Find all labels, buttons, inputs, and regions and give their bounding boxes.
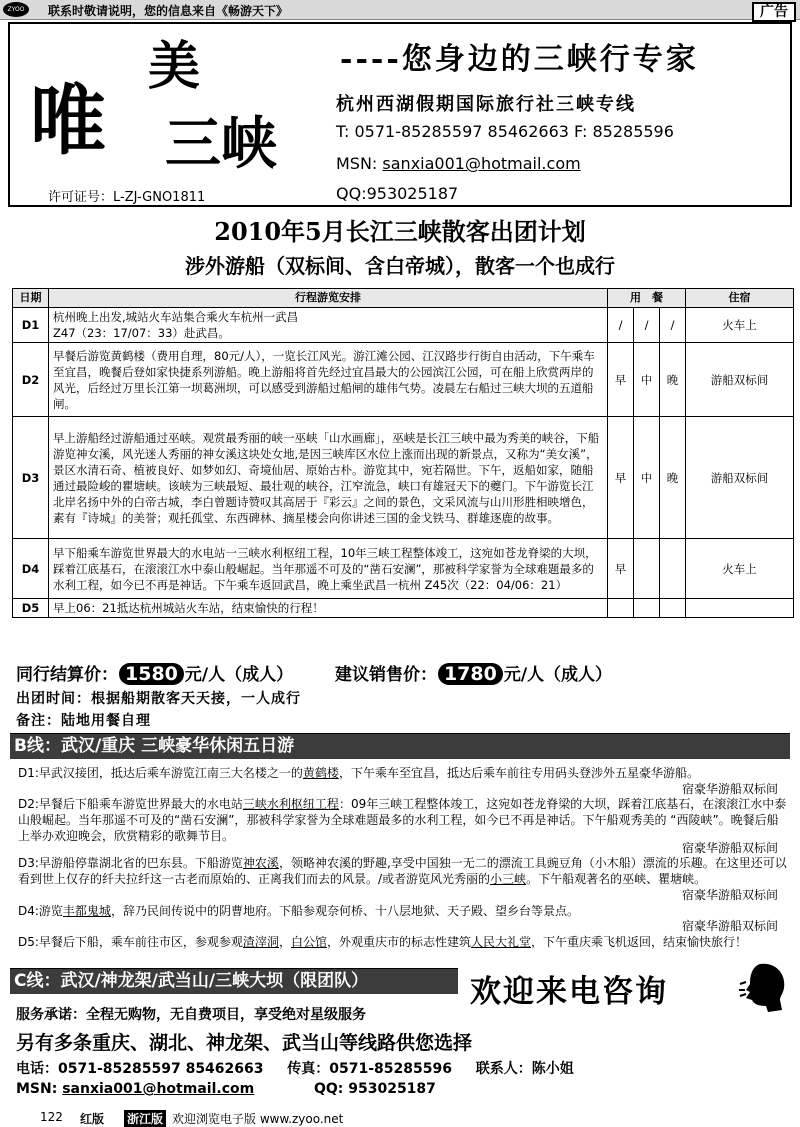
route-b-day-2 (18, 796, 788, 844)
fax-number: 0571-85285596 (329, 1061, 452, 1077)
header-day: 日期 (13, 289, 49, 308)
table-row (13, 599, 794, 618)
day-text: ，领略神农溪的野趣,享受中国独一无二的漂流工具豌豆角（小木船）漂流的乐趣。在这里还可以看到世上仅存的纤夫拉纤这一古老而原始的、正离我们而去的风景。/或者游览风光秀丽的 (18, 856, 787, 886)
retail-price-unit: 元/人（成人） (503, 665, 613, 685)
msn-label: MSN: (336, 154, 383, 173)
stay-cell: 游船双标间 (686, 343, 794, 417)
day-cell: D2 (13, 343, 49, 417)
day-text: D5:早餐后下船，乘车前往市区，参观参观 (18, 935, 243, 949)
header-schedule: 行程游览安排 (49, 289, 608, 308)
schedule-cell: 杭州晚上出发,城站火车站集合乘火车杭州一武昌 Z47（23：17/07：33）赴武昌。 (49, 308, 608, 343)
meal-cell: / (660, 308, 686, 343)
footer-msn-qq-line (16, 1081, 436, 1097)
brand-char-2: 美 (148, 36, 201, 97)
departure-note: 出团时间：根据船期散客天天接，一人成行 (16, 691, 301, 707)
table-row (13, 417, 794, 539)
meal-cell: 中 (634, 343, 660, 417)
day-text: 。下午船观著名的巫峡、瞿塘峡。 (526, 872, 707, 886)
day-text: ，外观重庆市的标志性建筑 (326, 935, 471, 949)
day-text: ，辞乃民间传说中的阴曹地府。下船参观奈何桥、十八层地狱、天子殿、望乡台等景点。 (110, 904, 579, 918)
slogan: ----您身边的三峡行专家 (340, 42, 699, 77)
ad-tag: 广告 (752, 2, 796, 22)
qq-number: 953025187 (348, 1081, 436, 1097)
route-b-day-5 (18, 934, 788, 950)
spot-link[interactable]: 人民大礼堂 (470, 935, 531, 949)
plan-subtitle: 涉外游船（双标间、含白帝城），散客一个也成行 (185, 254, 615, 278)
publication-logo: ZYOO (3, 2, 29, 17)
day-text: ：09年三峡工程整体竣工，这宛如苍龙脊梁的大坝，踩着江底基石，在滚滚江水中泰山般崛起。当年那遥不可及的“凿石安澜”，那被科学家誉为全球难题最多的水利工程，如今已不再是神话。下午船观秀美的 “西陵峡”。晚餐后船上举办欢迎晚会，欣赏精彩的歌舞节目。 (18, 797, 787, 843)
service-promise: 服务承诺：全程无购物，无自费项目，享受绝对星级服务 (16, 1007, 366, 1023)
spot-link[interactable]: 黄鹤楼 (302, 766, 339, 780)
route-b-day-1 (18, 765, 788, 781)
day-text: ， (278, 935, 291, 949)
price-row (16, 660, 612, 685)
schedule-cell: 早上06：21抵达杭州城站火车站，结束愉快的行程！ (49, 599, 608, 618)
spot-link[interactable]: 三峡水利枢纽工程 (242, 797, 339, 811)
stay-cell: 火车上 (686, 308, 794, 343)
route-c-banner: C线：武汉/神龙架/武当山/三峡大坝（限团队） (10, 968, 458, 994)
site-link[interactable]: 欢迎浏览电子版 www.zyoo.net (172, 1112, 344, 1126)
header-meals: 用 餐 (608, 289, 686, 308)
agency-name: 杭州西湖假期国际旅行社三峡专线 (336, 94, 636, 115)
route-b-stay-4: 宿豪华游船双标间 (681, 919, 778, 933)
remark-note: 备注：陆地用餐自理 (16, 713, 151, 729)
spot-link[interactable]: 丰都鬼城 (62, 904, 111, 918)
phone-number: 0571-85285597 85462663 (58, 1061, 264, 1077)
day-cell: D5 (13, 599, 49, 618)
stay-cell: 游船双标间 (686, 417, 794, 539)
section-label: 红版 (80, 1112, 105, 1126)
contact-label: 联系人： (475, 1061, 532, 1077)
meal-cell (660, 539, 686, 599)
msn-link[interactable]: sanxia001@hotmail.com (62, 1081, 255, 1097)
route-b-day-3 (18, 855, 788, 887)
day-text: D1:早武汉接团，抵达后乘车游览江南三大名楼之一的 (18, 766, 303, 780)
route-b-stay-1: 宿豪华游船双标间 (681, 782, 778, 796)
meal-cell: / (634, 308, 660, 343)
schedule-cell: 早上游船经过游船通过巫峡。观赏最秀丽的峡一巫峡「山水画廊」，巫峡是长江三峡中最为秀美的峡谷，下船游览神女溪，风光迷人秀丽的神女溪这块处女地,是因三峡库区水位上涨而出现的新景点，又称为“美女溪”，景区水清石奇、植被良好、如梦如幻、奇境仙居、原始古朴。游览其中，宛若隔世。下午，返船如家，随船通过最险峻的瞿塘峡。该峡为三峡最短、最壮观的峡谷，江窄流急，峡口有雄冠天下的夔门。下午游览长江北岸名扬中外的白帝古城，李白曾题诗赞叹其高居于『彩云』之间的景色，文采风流与山川形胜相映增色，素有『诗城』的美誉；观托孤堂、东西碑林、摘星楼会向你讲述三国的金戈铁马、群雄逐鹿的故事。 (49, 417, 608, 539)
day-text: D3:早游船停靠湖北省的巴东县。下船游览 (18, 856, 243, 870)
spot-link[interactable]: 白公馆 (290, 935, 327, 949)
contact-name: 陈小姐 (531, 1061, 574, 1077)
source-notice: 联系时敬请说明，您的信息来自《畅游天下》 (48, 4, 289, 18)
msn-link[interactable]: sanxia001@hotmail.com (382, 154, 581, 173)
more-routes: 另有多条重庆、湖北、神龙架、武当山等线路供您选择 (16, 1032, 473, 1054)
stay-cell (686, 599, 794, 618)
retail-price: 1780 (438, 663, 503, 685)
phone-label: 电话： (16, 1061, 58, 1077)
brand-char-1: 唯 (30, 76, 106, 165)
peer-price-unit: 元/人（成人） (184, 665, 294, 685)
phone-fax-line: T: 0571-85285597 85462663 F: 85285596 (336, 122, 674, 141)
table-row (13, 539, 794, 599)
meal-cell: / (608, 308, 634, 343)
plan-title: 2010年5月长江三峡散客出团计划 (214, 217, 586, 246)
schedule-cell: 早下船乘车游览世界最大的水电站一三峡水利枢纽工程，10年三峡工程整体竣工，这宛如苍龙脊梁的大坝，踩着江底基石，在滚滚江水中泰山般崛起。当年那遥不可及的“凿石安澜”，那被科学家誉为全球难题最多的水利工程，如今已不再是神话。下午乘车返回武昌，晚上乘坐武昌一杭州 Z45次（22：04/06：21） (49, 539, 608, 599)
route-b-banner: B线：武汉/重庆 三峡豪华休闲五日游 (10, 733, 790, 759)
peer-price: 1580 (119, 663, 184, 685)
meal-cell (634, 539, 660, 599)
brand-char-3: 三峡 (165, 111, 277, 177)
meal-cell: 早 (608, 539, 634, 599)
spot-link[interactable]: 小三峡 (490, 872, 527, 886)
day-cell: D3 (13, 417, 49, 539)
route-b-stay-2: 宿豪华游船双标间 (681, 841, 778, 855)
stay-cell: 火车上 (686, 539, 794, 599)
peer-price-label: 同行结算价： (16, 665, 118, 685)
msn-label: MSN: (16, 1081, 63, 1097)
meal-cell: 晚 (660, 417, 686, 539)
day-cell: D1 (13, 308, 49, 343)
welcome-call: 欢迎来电咨询 (470, 974, 668, 1010)
spot-link[interactable]: 渣滓洞 (242, 935, 279, 949)
region-tag: 浙江版 (124, 1110, 166, 1127)
day-cell: D4 (13, 539, 49, 599)
spot-link[interactable]: 神农溪 (242, 856, 279, 870)
itinerary-table (12, 288, 794, 618)
qq-label: QQ: (313, 1081, 349, 1097)
fax-label: 传真： (287, 1061, 330, 1077)
talking-head-icon (738, 960, 788, 1014)
page-footer (0, 1106, 800, 1127)
day-text: ，下午重庆乘飞机返回，结束愉快旅行！ (531, 935, 748, 949)
meal-cell: 早 (608, 417, 634, 539)
schedule-cell: 早餐后游览黄鹤楼（费用自理，80元/人），一览长江风光。游江滩公园、江汉路步行街自由活动，下午乘车至宜昌，晚餐后登如家快捷系列游船。晚上游船将首先经过宜昌最大的公园滨江公园，可在船上欣赏两岸的风光，后经过万里长江第一坝葛洲坝，可以感受到游船过船闸的雄伟气势。凌晨左右船过三峡大坝的五道船闸。 (49, 343, 608, 417)
table-row (13, 343, 794, 417)
header-stay: 住宿 (686, 289, 794, 308)
day-text: D4:游览 (18, 904, 63, 918)
table-row (13, 308, 794, 343)
msn-line (336, 154, 581, 173)
qq-line: QQ:953025187 (336, 184, 459, 203)
footer-contact-line (16, 1058, 574, 1078)
meal-cell: 中 (634, 417, 660, 539)
retail-price-label: 建议销售价： (334, 665, 437, 685)
day-text: D2:早餐后下船乘车游览世界最大的水电站 (18, 797, 243, 811)
license-number: 许可证号：L-ZJ-GNO1811 (48, 190, 206, 205)
meal-cell (660, 599, 686, 618)
day-text: ，下午乘车至宜昌，抵达后乘车前往专用码头登涉外五星豪华游船。 (338, 766, 699, 780)
page-number: 122 (40, 1110, 63, 1124)
meal-cell (608, 599, 634, 618)
meal-cell: 晚 (660, 343, 686, 417)
route-b-stay-3: 宿豪华游船双标间 (681, 888, 778, 902)
table-header-row (13, 289, 794, 308)
meal-cell: 早 (608, 343, 634, 417)
meal-cell (634, 599, 660, 618)
